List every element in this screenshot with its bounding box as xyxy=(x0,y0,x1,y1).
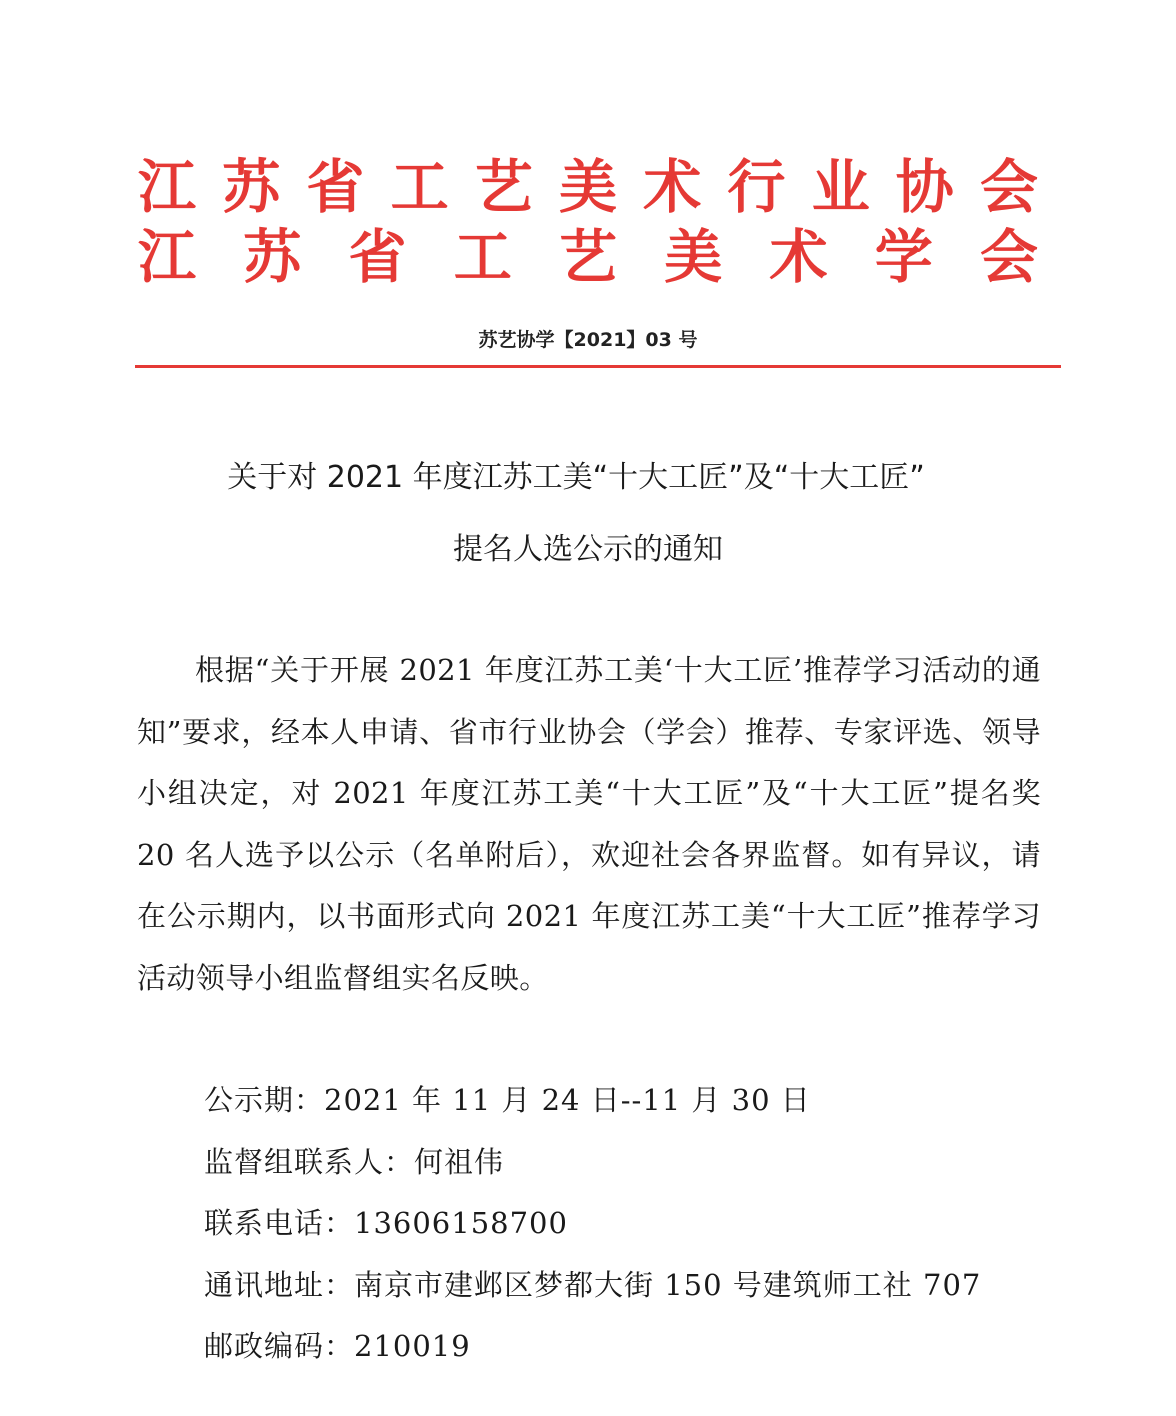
document-number: 苏艺协学【2021】03 号 xyxy=(478,329,698,351)
publicity-period: 公示期：2021 年 11 月 24 日--11 月 30 日 xyxy=(204,1083,811,1117)
mailing-address: 通讯地址：南京市建邺区梦都大街 150 号建筑师工社 707 xyxy=(204,1267,982,1302)
letterhead-divider xyxy=(135,365,1061,368)
org-name-society: 江苏省工艺美术学会 xyxy=(138,223,1038,291)
notice-body-paragraph: 根据“关于开展 2021 年度江苏工美‘十大工匠’推荐学习活动的通知”要求，经本人申请、省市行业协会（学会）推荐、专家评选、领导小组决定，对 2021 年度江苏工美“十大工匠”及“十大工匠”提名奖 20 名人选予以公示（名单附后），欢迎社会各界监督。如有异议，请在公示期内，以书面形式向 2021 年度江苏工美“十大工匠”推荐学习活动领导小组监督组实名反映。 xyxy=(137,653,1041,995)
contact-person: 监督组联系人：何祖伟 xyxy=(204,1144,505,1179)
postal-code: 邮政编码：210019 xyxy=(204,1329,471,1363)
contact-info-list xyxy=(204,1078,981,1386)
title-line-1: 关于对 2021 年度江苏工美“十大工匠”及“十大工匠” xyxy=(227,460,925,495)
org-name-industry-association: 江苏省工艺美术行业协会 xyxy=(138,153,1038,221)
contact-phone: 联系电话：13606158700 xyxy=(204,1206,568,1240)
title-line-2: 提名人选公示的通知 xyxy=(453,532,723,567)
